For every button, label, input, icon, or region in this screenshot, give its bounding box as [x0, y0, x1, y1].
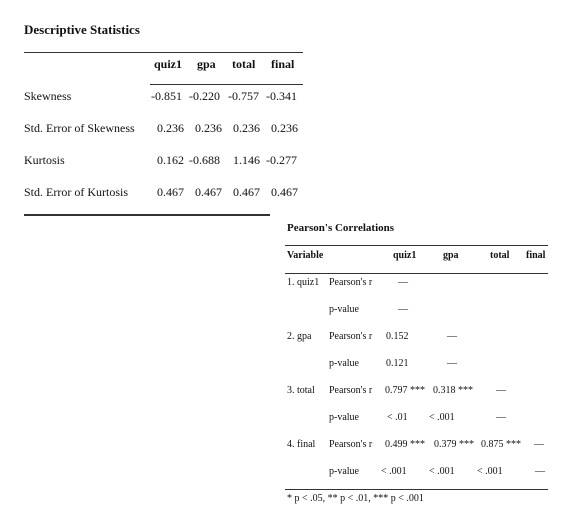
corr-col-final: final	[526, 250, 546, 261]
desc-cell: 0.162	[157, 153, 184, 167]
desc-cell: 0.236	[271, 121, 298, 135]
corr-cell: —	[535, 466, 545, 477]
corr-footnote: * p < .05, ** p < .01, *** p < .001	[287, 493, 424, 504]
corr-cell: —	[447, 331, 457, 342]
corr-variable-label: 4. final	[287, 439, 316, 450]
corr-stat-label: p-value	[329, 412, 359, 423]
corr-stat-label: p-value	[329, 304, 359, 315]
corr-cell: < .001	[429, 466, 455, 477]
corr-stat-label: p-value	[329, 466, 359, 477]
corr-col-gpa: gpa	[443, 250, 459, 261]
desc-cell: -0.220	[189, 89, 220, 103]
desc-col-gpa: gpa	[197, 57, 216, 71]
desc-header-top-rule	[24, 52, 303, 53]
corr-col-quiz1: quiz1	[393, 250, 417, 261]
desc-cell: -0.851	[151, 89, 182, 103]
corr-cell: < .001	[381, 466, 407, 477]
desc-cell: 0.467	[195, 185, 222, 199]
desc-cell: -0.341	[266, 89, 297, 103]
desc-cell: -0.688	[189, 153, 220, 167]
corr-cell: —	[534, 439, 544, 450]
desc-cell: 1.146	[233, 153, 260, 167]
corr-col-variable: Variable	[287, 250, 324, 261]
desc-bottom-rule	[24, 214, 270, 216]
corr-cell: 0.152	[386, 331, 409, 342]
corr-cell: < .01	[387, 412, 408, 423]
correlations-title: Pearson's Correlations	[287, 222, 395, 234]
desc-cell: -0.757	[228, 89, 259, 103]
corr-stat-label: p-value	[329, 358, 359, 369]
corr-stat-label: Pearson's r	[329, 331, 373, 342]
corr-cell: 0.797 ***	[385, 385, 425, 396]
corr-cell: < .001	[429, 412, 455, 423]
corr-stat-label: Pearson's r	[329, 439, 373, 450]
corr-cell: —	[496, 412, 506, 423]
desc-cell: 0.236	[157, 121, 184, 135]
corr-variable-label: 3. total	[287, 385, 315, 396]
desc-cell: 0.467	[233, 185, 260, 199]
desc-cell: 0.236	[233, 121, 260, 135]
corr-variable-label: 2. gpa	[287, 331, 312, 342]
corr-col-total: total	[490, 250, 510, 261]
corr-header-bottom-rule	[285, 273, 548, 274]
corr-cell: —	[398, 304, 408, 315]
corr-header-top-rule	[285, 245, 548, 246]
desc-row-label: Skewness	[24, 89, 72, 103]
desc-col-total: total	[232, 57, 256, 71]
desc-row-label: Std. Error of Kurtosis	[24, 185, 128, 199]
corr-cell: —	[398, 277, 408, 288]
corr-stat-label: Pearson's r	[329, 385, 373, 396]
corr-cell: 0.318 ***	[433, 385, 473, 396]
desc-row-label: Kurtosis	[24, 153, 65, 167]
corr-cell: 0.499 ***	[385, 439, 425, 450]
desc-cell: 0.467	[271, 185, 298, 199]
desc-cell: 0.236	[195, 121, 222, 135]
desc-cell: -0.277	[266, 153, 297, 167]
desc-col-quiz1: quiz1	[154, 57, 183, 71]
corr-cell: < .001	[477, 466, 503, 477]
desc-cell: 0.467	[157, 185, 184, 199]
desc-header-bottom-rule	[150, 84, 303, 85]
corr-cell: 0.121	[386, 358, 409, 369]
corr-stat-label: Pearson's r	[329, 277, 373, 288]
desc-row-label: Std. Error of Skewness	[24, 121, 135, 135]
corr-cell: 0.875 ***	[481, 439, 521, 450]
desc-col-final: final	[271, 57, 295, 71]
corr-cell: —	[447, 358, 457, 369]
descriptive-statistics-title: Descriptive Statistics	[24, 22, 140, 37]
corr-cell: 0.379 ***	[434, 439, 474, 450]
corr-variable-label: 1. quiz1	[287, 277, 320, 288]
corr-bottom-rule	[285, 489, 548, 490]
corr-cell: —	[496, 385, 506, 396]
